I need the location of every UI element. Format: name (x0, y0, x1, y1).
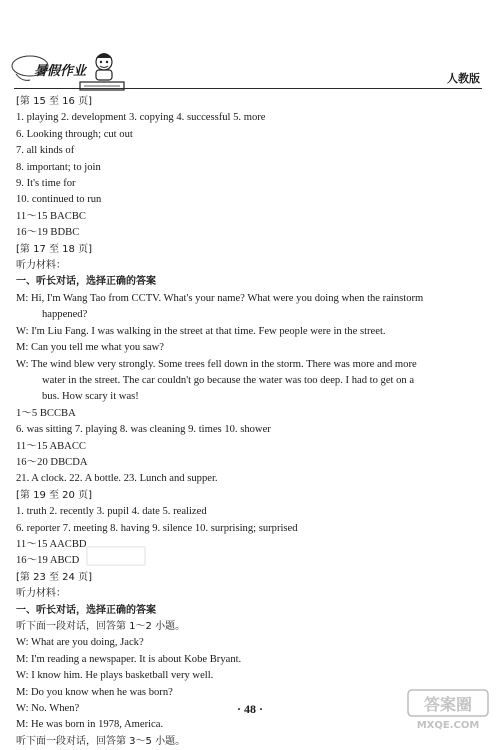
text-line: 6. was sitting 7. playing 8. was cleaning 9. times 10. shower (16, 424, 271, 436)
text-line: W: No. When? (16, 703, 80, 715)
text-line: 9. It's time for (16, 178, 76, 190)
text-line: 16～20 DBCDA (16, 456, 88, 468)
text-line: 11～15 AACBD (16, 538, 87, 550)
text-line: 听力材料： (16, 260, 66, 272)
text-line: 6. reporter 7. meeting 8. having 9. silence 10. surprising; surprised (16, 522, 298, 534)
text-line: [第 15 至 16 页] (16, 96, 92, 107)
text-line: M: Do you know when he was born? (16, 686, 173, 698)
answer-content (16, 94, 486, 750)
text-line: 16～19 ABCD (16, 555, 80, 567)
text-line: 1. playing 2. development 3. copying 4. successful 5. more (16, 112, 266, 124)
text-line: 7. all kinds of (16, 145, 75, 157)
text-line: 10. continued to run (16, 194, 102, 206)
text-line: 8. important; to join (16, 161, 101, 173)
watermark-line2: MXQE.COM (416, 720, 480, 731)
text-line: W: I know him. He plays basketball very well. (16, 670, 214, 682)
text-line: 16～19 BDBC (16, 227, 80, 239)
text-line: [第 19 至 20 页] (16, 489, 92, 501)
text-line: M: He was born in 1978, America. (16, 719, 164, 731)
text-line: [第 23 至 24 页] (16, 571, 92, 583)
text-line: 一、听长对话，选择正确的答案 (16, 276, 156, 288)
text-line: 听下面一段对话，回答第 1～2 小题。 (16, 621, 186, 632)
text-line: 一、听长对话，选择正确的答案 (16, 604, 156, 616)
text-line: 6. Looking through; cut out (16, 128, 133, 140)
text-line: W: The wind blew very strongly. Some trees fell down in the storm. There was more and more (16, 358, 417, 370)
text-line: 听下面一段对话，回答第 3～5 小题。 (16, 735, 186, 747)
text-line: 听力材料： (16, 588, 66, 600)
text-line: happened? (42, 309, 88, 321)
page-header (0, 0, 500, 96)
text-line: W: What are you doing, Jack? (16, 637, 144, 649)
logo-text: 暑假作业 (34, 64, 87, 79)
text-line: [第 17 至 18 页] (16, 243, 92, 255)
header-rule (14, 88, 482, 89)
text-line: 11～15 BACBC (16, 210, 86, 222)
text-line: 1～5 BCCBA (16, 407, 76, 419)
text-line: water in the street. The car couldn't go because the water was too deep. I had to get on a (42, 374, 415, 386)
text-line: M: Can you tell me what you saw? (16, 342, 164, 354)
text-line: W: I'm Liu Fang. I was walking in the street at that time. Few people were in the street. (16, 325, 386, 337)
text-line: 21. A clock. 22. A bottle. 23. Lunch and supper. (16, 473, 218, 485)
text-line: 1. truth 2. recently 3. pupil 4. date 5. realized (16, 506, 207, 518)
text-line: 11～15 ABACC (16, 440, 86, 452)
text-line: bus. How scary it was! (42, 391, 139, 403)
page-number: · 48 · (236, 702, 263, 716)
faint-stamp-icon (86, 546, 146, 566)
edition-label: 人教版 (447, 72, 480, 85)
text-line: M: I'm reading a newspaper. It is about Kobe Bryant. (16, 653, 242, 665)
text-line: M: Hi, I'm Wang Tao from CCTV. What's your name? What were you doing when the rainstorm (16, 292, 424, 304)
watermark-logo-icon (404, 686, 492, 734)
watermark-line1: 答案圈 (423, 695, 473, 714)
